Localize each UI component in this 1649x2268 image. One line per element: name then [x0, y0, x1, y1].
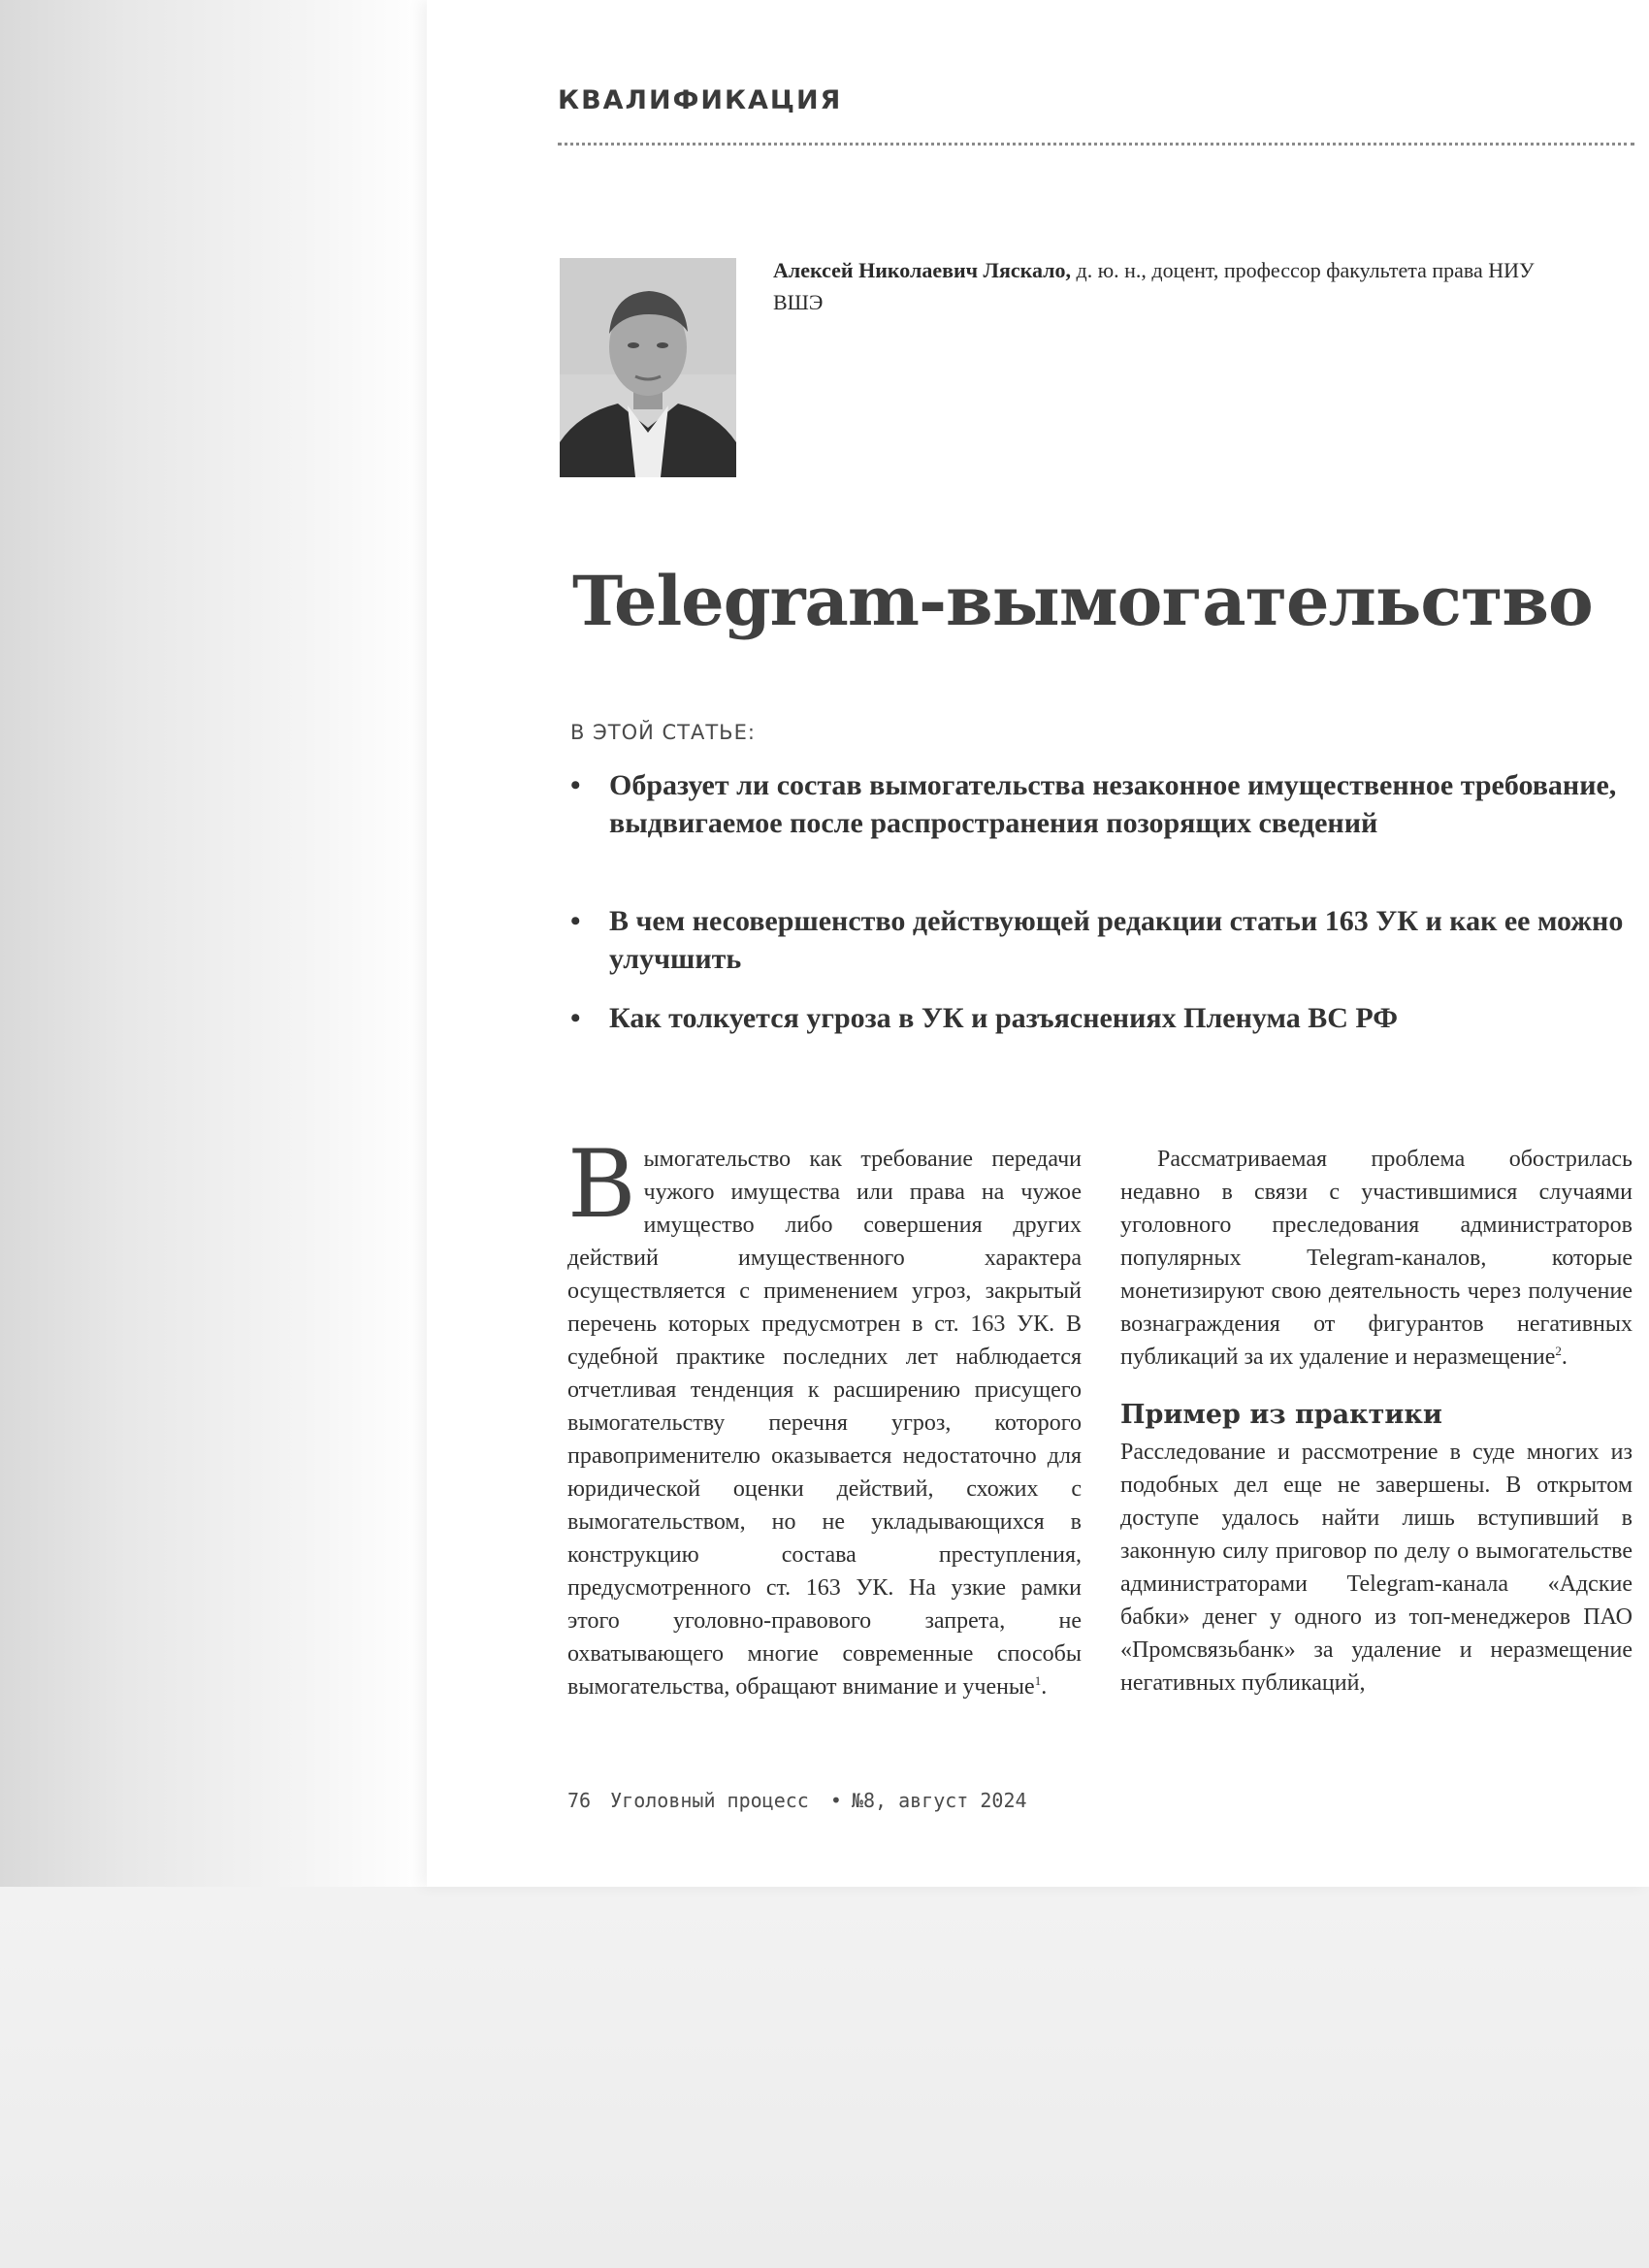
- body-paragraph: [1120, 1143, 1633, 1374]
- journal-issue: №8, август 2024: [851, 1789, 1027, 1812]
- author-photo: [560, 258, 736, 477]
- scan-background: [0, 1887, 1649, 2268]
- body-text-right-1: Рассматриваемая проблема обострилась недавно в связи с участившимися случаями уголовного преследования администраторов популярных Telegram-каналов, которые монетизируют свою деятельность через получение вознаграждения от фигурантов негативных публикаций за их удаление и неразмещение: [1120, 1147, 1633, 1370]
- author-name: Алексей Николаевич Ляскало,: [773, 258, 1071, 282]
- highlight-text: В чем несовершенство действующей редакции статьи 163 УК и как ее можно улучшить: [609, 905, 1624, 975]
- body-paragraph: Расследование и рассмотрение в суде многих из подобных дел еще не завершены. В открытом доступе удалось найти лишь вступивший в законную силу приговор по делу о вымогательстве администраторами Telegram-канала «Адские бабки» денег у одного из топ-менеджеров ПАО «Промсвязьбанк» за удаление и неразмещение негативных публикаций,: [1120, 1440, 1633, 1696]
- section-label: КВАЛИФИКАЦИЯ: [558, 85, 843, 115]
- sentence-end: .: [1041, 1674, 1048, 1700]
- page-number: 76: [567, 1789, 592, 1812]
- header-divider: [558, 143, 1634, 146]
- author-credentials: д. ю. н., доцент, профессор факультета права НИУ ВШЭ: [773, 258, 1535, 314]
- footnote-ref-2[interactable]: 2: [1555, 1344, 1562, 1358]
- in-this-article-label: В ЭТОЙ СТАТЬЕ:: [570, 721, 756, 744]
- footnote-ref-1[interactable]: 1: [1034, 1673, 1042, 1688]
- body-column-right: [1120, 1143, 1633, 1700]
- article-title: Telegram-вымогательство: [572, 561, 1593, 641]
- bullet-icon: •: [570, 905, 581, 937]
- footer-separator: •: [829, 1789, 842, 1812]
- highlight-item: [570, 902, 1649, 978]
- drop-cap: В: [567, 1130, 636, 1239]
- bullet-icon: •: [570, 769, 581, 801]
- author-byline: [773, 254, 1588, 318]
- journal-name: Уголовный процесс: [610, 1789, 809, 1812]
- highlight-item: [570, 766, 1649, 842]
- bullet-icon: •: [570, 1002, 581, 1034]
- practice-example-heading: Пример из практики: [1120, 1400, 1442, 1430]
- sentence-end: .: [1561, 1345, 1568, 1370]
- highlight-item: [570, 999, 1649, 1037]
- body-column-left: [567, 1130, 1082, 1703]
- highlight-text: Образует ли состав вымогательства незаконное имущественное требование, выдвигаемое после распространения позорящих сведений: [609, 769, 1617, 839]
- page-footer: [567, 1789, 1027, 1812]
- body-text-left: ымогательство как требование передачи чужого имущества или права на чужое имущество либо совершения других действий имущественного характера осуществляется с применением угроз, закрытый перечень которых предусмотрен в ст. 163 УК. В судебной практике последних лет наблюдается отчетливая тенденция к расширению присущего вымогательству перечня угроз, которого правоприменителю оказывается недостаточно для юридической оценки действий, схожих с вымогательством, но не укладывающихся в конструкцию состава преступления, предусмотренного ст. 163 УК. На узкие рамки этого уголовно-правового запрета, не охватывающего многие современные способы вымогательства, обращают внимание и ученые: [567, 1147, 1082, 1700]
- author-portrait-icon: [560, 258, 736, 477]
- highlight-text: Как толкуется угроза в УК и разъяснениях Пленума ВС РФ: [609, 1002, 1398, 1034]
